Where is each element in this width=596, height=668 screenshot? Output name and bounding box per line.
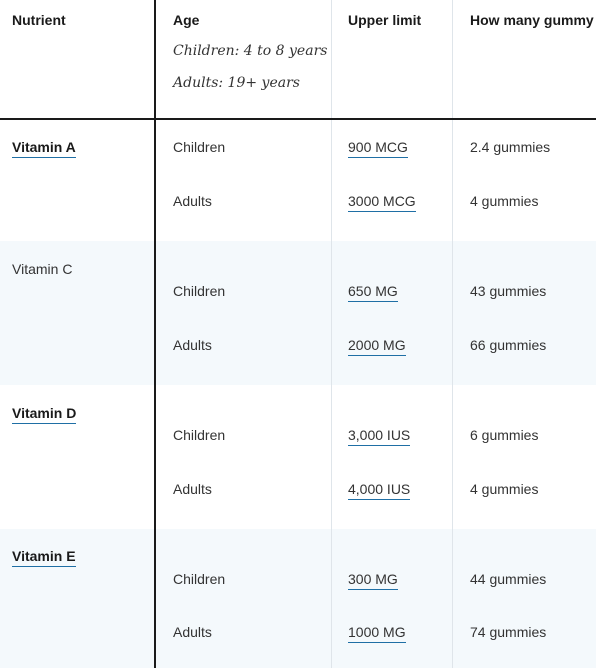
header-nutrient: Nutrient [12,12,66,28]
column-divider [452,0,453,668]
gummy-count-cell: 4 gummies [470,481,539,497]
upper-limit-link[interactable]: 4,000 IUS [348,481,410,500]
upper-limit-link[interactable]: 650 MG [348,283,398,302]
gummy-count-cell: 6 gummies [470,427,539,443]
upper-limit-link[interactable]: 3,000 IUS [348,427,410,446]
age-cell: Children [173,139,226,155]
header-age-adults: Adults: 19+ years [173,75,300,91]
gummy-count-cell: 44 gummies [470,571,547,587]
column-divider [331,0,332,668]
upper-limit-link[interactable]: 300 MG [348,571,398,590]
header-age-children: Children: 4 to 8 years [173,43,328,59]
nutrient-link-vitamin-e[interactable]: Vitamin E [12,548,76,567]
age-cell: Children [173,427,226,443]
nutrient-link-vitamin-d[interactable]: Vitamin D [12,405,76,424]
upper-limit-link[interactable]: 1000 MG [348,624,406,643]
gummy-count-cell: 66 gummies [470,337,547,353]
age-cell: Children [173,571,226,587]
header-upper-limit: Upper limit [348,12,422,28]
column-divider [154,0,156,668]
row-band-vitamin-e [0,529,596,668]
gummy-count-cell: 74 gummies [470,624,547,640]
header-rule [0,118,596,120]
age-cell: Children [173,283,226,299]
gummy-count-cell: 4 gummies [470,193,539,209]
upper-limit-link[interactable]: 3000 MCG [348,193,416,212]
age-cell: Adults [173,481,212,497]
header-how-many: How many gummy [470,12,594,28]
nutrient-link-vitamin-a[interactable]: Vitamin A [12,139,76,158]
nutrient-label-vitamin-c: Vitamin C [12,261,73,277]
age-cell: Adults [173,337,212,353]
upper-limit-link[interactable]: 900 MCG [348,139,408,158]
gummy-count-cell: 43 gummies [470,283,547,299]
age-cell: Adults [173,624,212,640]
upper-limit-link[interactable]: 2000 MG [348,337,406,356]
age-cell: Adults [173,193,212,209]
row-band-vitamin-c [0,241,596,385]
gummy-count-cell: 2.4 gummies [470,139,551,155]
header-age: Age [173,12,200,28]
